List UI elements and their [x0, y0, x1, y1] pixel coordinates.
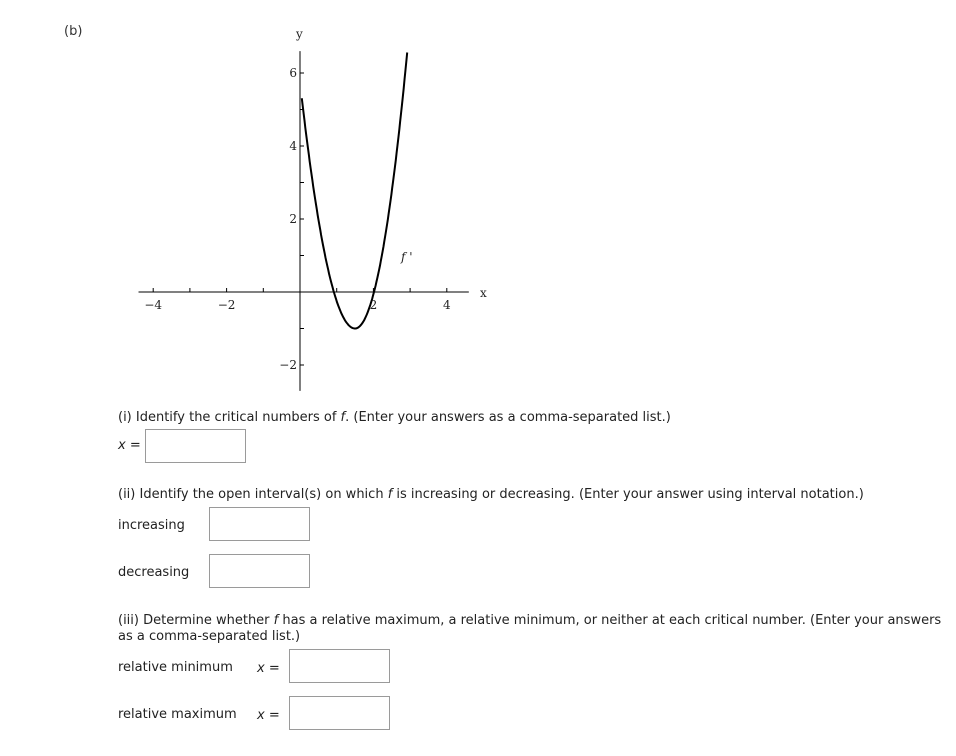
f-prime-curve: [302, 53, 407, 329]
relative-maximum-x-label: x =: [257, 708, 280, 723]
question-3-line-2: as a comma-separated list.): [118, 629, 301, 644]
x-tick-label: 4: [442, 298, 451, 312]
increasing-input[interactable]: [209, 507, 310, 541]
relative-minimum-input[interactable]: [289, 649, 390, 683]
question-3-prefix: (iii) Determine whether: [118, 613, 274, 628]
question-1-prefix: (i) Identify the critical numbers of: [118, 410, 341, 425]
question-2-suffix: is increasing or decreasing. (Enter your answer using interval notation.): [392, 487, 864, 502]
critical-numbers-input[interactable]: [145, 429, 246, 463]
y-tick-label: 6: [289, 66, 297, 80]
function-label: f ': [401, 250, 413, 264]
relative-maximum-input[interactable]: [289, 696, 390, 730]
x-tick-label: 2: [369, 298, 378, 312]
critical-x-label: x =: [118, 438, 141, 453]
y-axis-label: y: [296, 27, 303, 41]
question-3-func: f: [273, 613, 279, 628]
x-tick-label: −2: [217, 298, 236, 312]
question-3-suffix: has a relative maximum, a relative minimum, or neither at each critical number. (Enter your answers: [278, 613, 942, 628]
y-tick-label: −2: [279, 358, 297, 372]
question-3: [118, 613, 954, 645]
question-1: [118, 410, 671, 426]
relative-minimum-x-label: x =: [257, 661, 280, 676]
question-1-suffix: . (Enter your answers as a comma-separated list.): [345, 410, 671, 425]
question-2-func: f: [387, 487, 393, 502]
decreasing-label: decreasing: [118, 565, 190, 580]
relative-minimum-label: relative minimum: [118, 660, 233, 675]
decreasing-input[interactable]: [209, 554, 310, 588]
y-tick-label: 2: [289, 212, 297, 226]
x-tick-label: −4: [144, 298, 163, 312]
relative-maximum-label: relative maximum: [118, 707, 237, 722]
question-2-prefix: (ii) Identify the open interval(s) on which: [118, 487, 388, 502]
y-tick-label: 4: [289, 139, 297, 153]
question-2: [118, 487, 864, 503]
increasing-label: increasing: [118, 518, 185, 533]
question-3-line-1: [118, 613, 954, 629]
tick-labels: [144, 66, 451, 372]
axes: [139, 51, 469, 391]
part-label: (b): [64, 24, 83, 39]
question-1-func: f: [340, 410, 346, 425]
x-axis-label: x: [480, 286, 487, 300]
